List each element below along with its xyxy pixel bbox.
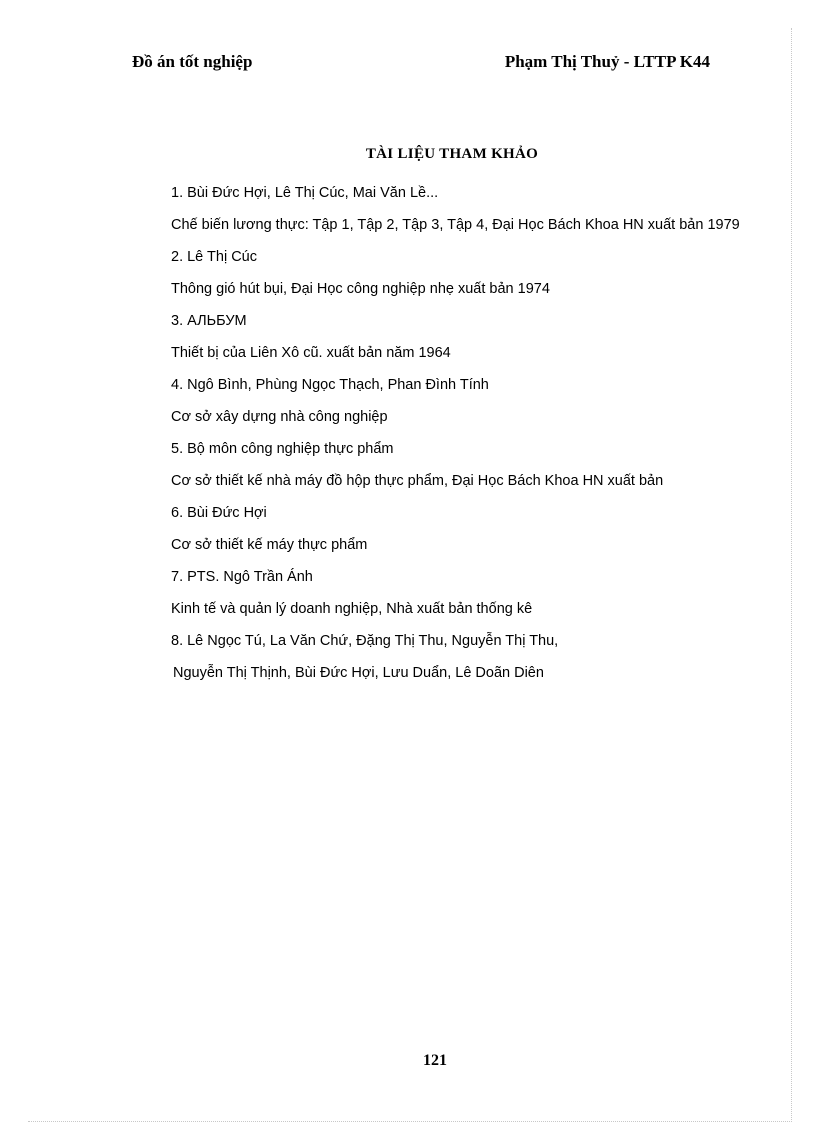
header-right-text: Phạm Thị Thuỷ - LTTP K44 (504, 52, 710, 71)
header-left-text: Đồ án tốt nghiệp (132, 52, 253, 71)
reference-line: Nguyễn Thị Thịnh, Bùi Đức Hợi, Lưu Duẩn, Lê Doãn Diên (173, 665, 544, 681)
reference-line: 1. Bùi Đức Hợi, Lê Thị Cúc, Mai Văn Lề... (171, 185, 439, 201)
reference-line: 6. Bùi Đức Hợi (171, 505, 267, 521)
reference-list (171, 177, 751, 689)
reference-line: Cơ sở thiết kế máy thực phẩm (171, 537, 368, 553)
reference-line: Kinh tế và quản lý doanh nghiệp, Nhà xuất bản thống kê (171, 601, 533, 617)
reference-line: 5. Bộ môn công nghiệp thực phẩm (171, 441, 394, 457)
reference-line: Thiết bị của Liên Xô cũ. xuất bản năm 1964 (171, 345, 451, 361)
reference-line: 7. PTS. Ngô Trần Ánh (171, 569, 313, 585)
reference-line: Cơ sở thiết kế nhà máy đồ hộp thực phẩm, Đại Học Bách Khoa HN xuất bản (171, 473, 664, 489)
section-title: TÀI LIỆU THAM KHẢO (365, 146, 539, 162)
reference-line: Thông gió hút bụi, Đại Học công nghiệp nhẹ xuất bản 1974 (171, 281, 550, 297)
reference-line: 3. АЛЬБУМ (171, 313, 247, 329)
reference-line: 4. Ngô Bình, Phùng Ngọc Thạch, Phan Đình Tính (171, 377, 489, 393)
reference-line: 2. Lê Thị Cúc (171, 249, 257, 265)
reference-line: 8. Lê Ngọc Tú, La Văn Chứ, Đặng Thị Thu, Nguyễn Thị Thu, (171, 633, 559, 649)
reference-line: Cơ sở xây dựng nhà công nghiệp (171, 409, 388, 425)
reference-line: Chế biến lương thực: Tập 1, Tập 2, Tập 3, Tập 4, Đại Học Bách Khoa HN xuất bản 1979 (171, 217, 740, 233)
page-number: 121 (423, 1052, 447, 1069)
page-header (132, 52, 710, 76)
